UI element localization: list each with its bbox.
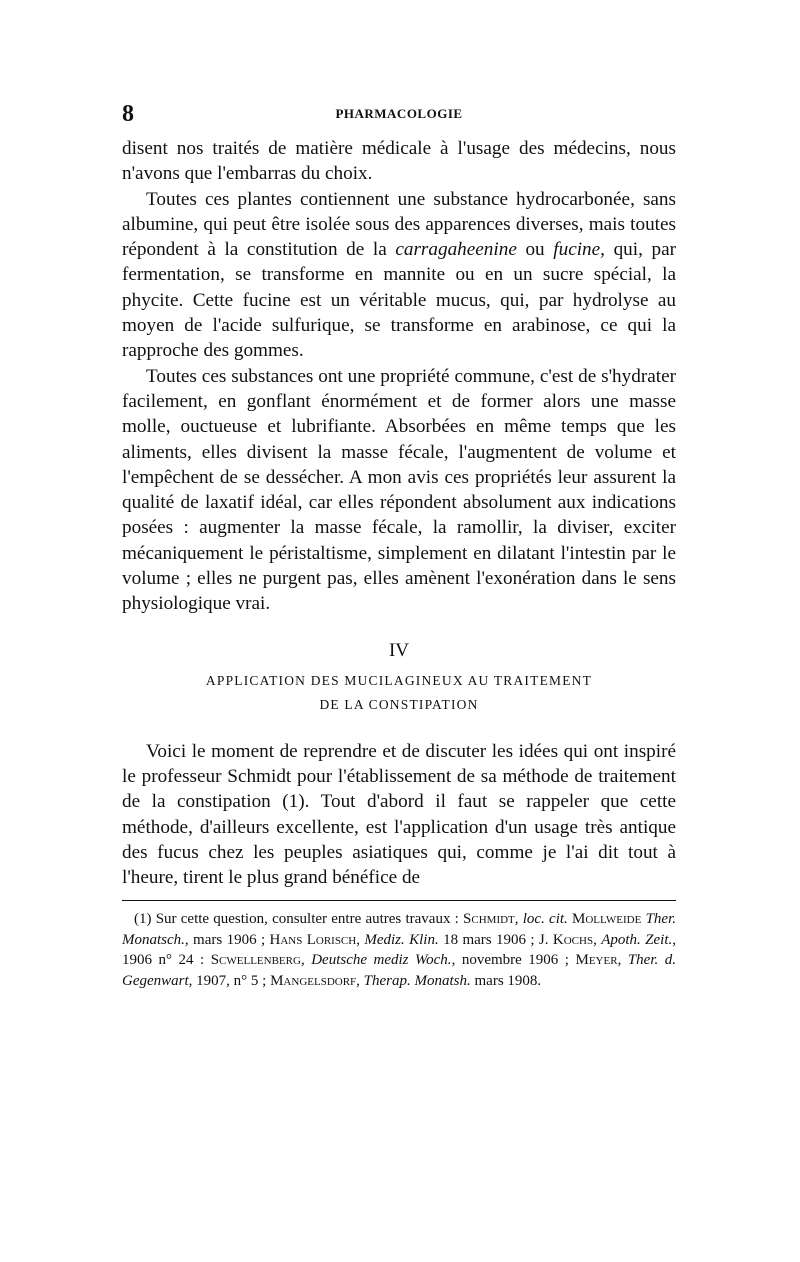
section-number: IV: [388, 639, 410, 661]
footnote-t6: ,: [356, 931, 365, 948]
section-title: [122, 669, 676, 717]
journal-ther-gegenwart: Ther. d. Gegenwart: [122, 952, 677, 989]
journal-deutsche-mediz-woch: Deutsche mediz Woch.: [311, 952, 452, 969]
footnote-t15: mars 1908.: [470, 972, 542, 989]
term-fucine: fucine: [553, 239, 601, 261]
author-mollweide: Mollweide: [572, 911, 642, 928]
footnote-text: [122, 909, 676, 991]
paragraph-3: Toutes ces substances ont une propriété commune, c'est de s'hydrater facilement, en gonflant énormément et de former alors une masse molle, ouctueuse et lubrifiante. Absorbées en même temps que les aliments, elles divisent la masse fécale, l'augmentent de volume et l'empêchent de se dessécher. A mon avis ces propriétés leur assurent la qualité de laxatif idéal, car elles répondent absolument aux indications posées : augmenter la masse fécale, la ramollir, la diviser, exciter mécaniquement le péristaltisme, simplement en dilatant l'intestin par le volume ; elles ne purgent pas, elles amènent l'exonération dans le sens physiologique vrai.: [122, 365, 676, 615]
footnote-marker: (1): [134, 911, 156, 928]
footnote-t11: , novembre 1906 ;: [451, 952, 576, 969]
author-meyer: Meyer: [575, 952, 618, 969]
section-title-line-2: DE LA CONSTIPATION: [319, 696, 479, 712]
paragraph-2: [122, 187, 676, 364]
journal-mediz-klin: Mediz. Klin.: [364, 931, 439, 948]
ref-loc-cit: loc. cit.: [522, 911, 568, 928]
book-page: [122, 100, 676, 991]
author-hans-lorisch: Hans Lorisch: [269, 931, 357, 948]
journal-ther-monatsch: Ther. Monatsch.: [122, 911, 676, 948]
body-text-section-iv: [122, 739, 676, 891]
footnote: [122, 909, 676, 991]
paragraph-1: disent nos traités de matière médicale à l'usage des médecins, nous n'avons que l'embarras du choix.: [122, 138, 676, 185]
running-title: PHARMACOLOGIE: [335, 106, 463, 121]
footnote-t9: , 1906 n° 24 :: [122, 931, 676, 969]
footnote-t14: ,: [356, 972, 364, 989]
footnote-t7: 18 mars 1906 ; J.: [438, 931, 553, 948]
journal-therap-monatsh: Therap. Monatsh.: [363, 972, 471, 989]
body-text: [122, 136, 676, 617]
footnote-t1: Sur cette question, consulter entre autres travaux :: [155, 911, 464, 928]
paragraph-2-text-a: Toutes ces plantes contiennent une substance hydrocarbonée, sans albumine, qui peut être isolée sous des apparences diverses, mais toutes répondent à la constitution de la: [122, 188, 676, 261]
section-title-line-1: APPLICATION DES MUCILAGINEUX AU TRAITEMENT: [205, 672, 593, 688]
author-schmidt: Schmidt: [463, 911, 515, 928]
footnote-t5: , mars 1906 ;: [184, 931, 270, 948]
footnote-t10: ,: [300, 952, 312, 969]
paragraph-2-text-c: , qui, par fermentation, se transforme en mannite ou en un sucre spécial, la phycite. Cette fucine est un véritable mucus, qui, par hydrolyse au moyen de l'acide sulfurique, se transforme en arabinose, ce qui la rapproche des gommes.: [122, 239, 676, 362]
footnote-t8: ,: [593, 931, 602, 948]
author-scwellenberg: Scwellenberg: [210, 952, 301, 969]
footnote-t13: , 1907, n° 5 ;: [188, 972, 271, 989]
author-kochs: Kochs: [552, 931, 594, 948]
term-carragaheenine: carragaheenine: [395, 239, 517, 261]
paragraph-2-text-b: ou: [516, 239, 554, 261]
running-head: [122, 100, 676, 136]
footnote-t2: ,: [514, 911, 523, 928]
page-number: 8: [122, 101, 134, 127]
journal-apoth-zeit: Apoth. Zeit.: [601, 931, 673, 948]
author-mangelsdorf: Mangelsdorf: [270, 972, 357, 989]
paragraph-4: Voici le moment de reprendre et de discuter les idées qui ont inspiré le professeur Schmidt pour l'établissement de sa méthode de traitement de la constipation (1). Tout d'abord il faut se rappeler que cette méthode, d'ailleurs excellente, est l'application d'un usage très antique des fucus chez les peuples asiatiques qui, comme je l'ai dit tout à l'heure, tirent le plus grand bénéfice de: [122, 740, 676, 889]
footnote-t12: ,: [617, 952, 628, 969]
footnote-rule: [122, 900, 676, 901]
